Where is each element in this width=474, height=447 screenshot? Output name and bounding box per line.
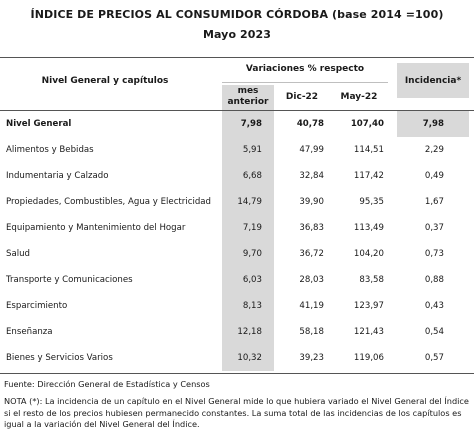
cell-mes-anterior: 10,32 (237, 353, 262, 363)
cell-mes-anterior: 6,68 (242, 171, 262, 181)
row-label: Enseñanza (6, 327, 53, 337)
table-bottom-rule (0, 373, 474, 374)
row-label: Salud (6, 249, 31, 259)
cell-may-22: 95,35 (359, 197, 384, 207)
cell-incidencia: 0,49 (424, 171, 444, 181)
cell-incidencia: 0,73 (424, 249, 444, 259)
table-subtitle: Mayo 2023 (202, 28, 272, 41)
row-label: Bienes y Servicios Varios (6, 353, 113, 363)
cell-may-22: 114,51 (353, 145, 384, 155)
row-label: Esparcimiento (6, 301, 68, 311)
cell-incidencia: 1,67 (424, 197, 444, 207)
table-row (0, 137, 474, 163)
cell-dic-22: 39,23 (299, 353, 324, 363)
cell-incidencia: 7,98 (422, 119, 444, 129)
incidence-note: NOTA (*): La incidencia de un capítulo en el Nivel General mide lo que hubiera variado el Nivel General del Índice si el resto de los precios hubiesen permanecido constantes. La suma total de las incidencias de los capítulos es igual a la variación del Nivel General del Índice. (4, 396, 469, 429)
cell-may-22: 113,49 (353, 223, 384, 233)
header-nivel-general: Nivel General y capítulos (41, 76, 169, 86)
cell-dic-22: 36,83 (299, 223, 324, 233)
cell-dic-22: 39,90 (299, 197, 324, 207)
cell-dic-22: 28,03 (299, 275, 324, 285)
cell-may-22: 117,42 (353, 171, 384, 181)
variaciones-underline (222, 82, 388, 83)
cell-dic-22: 40,78 (296, 119, 324, 129)
row-label: Equipamiento y Mantenimiento del Hogar (6, 223, 186, 233)
table-row (0, 319, 474, 345)
cell-dic-22: 36,72 (299, 249, 324, 259)
cell-may-22: 123,97 (353, 301, 384, 311)
row-label: Propiedades, Combustibles, Agua y Electricidad (6, 197, 212, 207)
cell-mes-anterior: 9,70 (242, 249, 262, 259)
table-row (0, 345, 474, 371)
cell-mes-anterior: 7,98 (240, 119, 262, 129)
table-row (0, 111, 474, 137)
cell-incidencia: 0,57 (424, 353, 444, 363)
cell-mes-anterior: 14,79 (237, 197, 262, 207)
cell-incidencia: 0,43 (424, 301, 444, 311)
cell-dic-22: 41,19 (299, 301, 324, 311)
cell-mes-anterior: 5,91 (242, 145, 262, 155)
table-title: ÍNDICE DE PRECIOS AL CONSUMIDOR CÓRDOBA (base 2014 =100) (30, 8, 444, 21)
row-label: Alimentos y Bebidas (6, 145, 94, 155)
cell-dic-22: 47,99 (299, 145, 324, 155)
cell-may-22: 119,06 (353, 353, 384, 363)
row-label: Indumentaria y Calzado (6, 171, 109, 181)
table-row (0, 215, 474, 241)
header-mes-anterior-line2: anterior (227, 97, 269, 107)
cell-may-22: 104,20 (353, 249, 384, 259)
cell-may-22: 107,40 (350, 119, 384, 129)
cell-may-22: 121,43 (353, 327, 384, 337)
cell-dic-22: 58,18 (299, 327, 324, 337)
cell-mes-anterior: 6,03 (242, 275, 262, 285)
cell-incidencia: 0,54 (424, 327, 444, 337)
header-incidencia: Incidencia* (404, 76, 462, 86)
header-variaciones: Variaciones % respecto (245, 64, 365, 74)
header-dic-22: Dic-22 (285, 92, 319, 102)
cell-may-22: 83,58 (359, 275, 384, 285)
header-top-rule (0, 57, 474, 58)
cell-incidencia: 0,37 (424, 223, 444, 233)
table-row (0, 293, 474, 319)
table-row (0, 267, 474, 293)
cell-mes-anterior: 12,18 (237, 327, 262, 337)
table-row (0, 189, 474, 215)
row-label: Transporte y Comunicaciones (6, 275, 133, 285)
cell-mes-anterior: 7,19 (242, 223, 262, 233)
table-row (0, 163, 474, 189)
header-mes-anterior-line1: mes (237, 86, 259, 96)
cell-incidencia: 0,88 (424, 275, 444, 285)
cell-mes-anterior: 8,13 (242, 301, 262, 311)
header-may-22: May-22 (340, 92, 378, 102)
row-label: Nivel General (6, 119, 72, 129)
cell-dic-22: 32,84 (299, 171, 324, 181)
cell-incidencia: 2,29 (424, 145, 444, 155)
source-note: Fuente: Dirección General de Estadística y Censos (4, 379, 210, 389)
table-row (0, 241, 474, 267)
